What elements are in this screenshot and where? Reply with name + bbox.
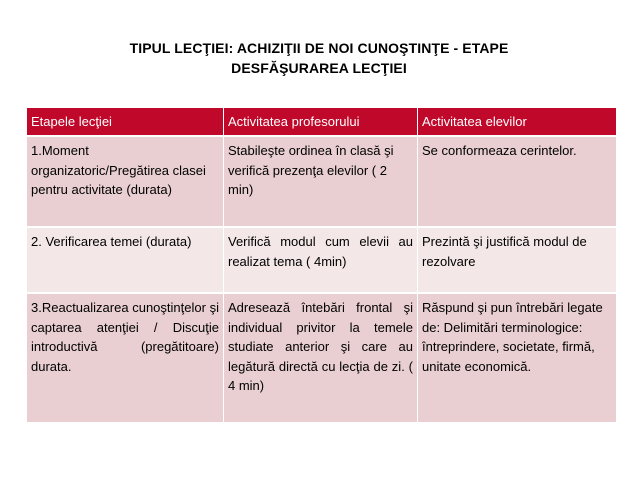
lesson-stages-table [26,107,617,424]
header-teacher-activity: Activitatea profesorului [224,108,418,137]
header-student-activity: Activitatea elevilor [418,108,617,137]
cell-students: Răspund şi pun întrebări legate de: Delimitări terminologice: întreprindere, societate, firmă, unitate economică. [418,293,617,423]
table-row [27,227,617,293]
cell-teacher: Stabileşte ordinea în clasă şi verifică prezenţa elevilor ( 2 min) [224,136,418,227]
page-title [0,38,638,78]
title-line-1: TIPUL LECŢIEI: ACHIZIŢII DE NOI CUNOŞTINŢE - ETAPE [129,40,509,56]
title-line-2: DESFĂŞURAREA LECŢIEI [231,60,407,76]
cell-stage: 2. Verificarea temei (durata) [27,227,224,293]
cell-stage: 1.Moment organizatoric/Pregătirea clasei pentru activitate (durata) [27,136,224,227]
cell-students: Prezintă şi justifică modul de rezolvare [418,227,617,293]
cell-teacher: Adresează întebări frontal şi individual privitor la temele studiate anterior şi care au legătură directă cu lecţia de zi. ( 4 min) [224,293,418,423]
header-stages: Etapele lecţiei [27,108,224,137]
table-row [27,293,617,423]
table-row [27,136,617,227]
cell-teacher: Verifică modul cum elevii au realizat tema ( 4min) [224,227,418,293]
cell-stage: 3.Reactualizarea cunoştinţelor şi captarea atenţiei / Discuţie introductivă (pregătitoare) durata. [27,293,224,423]
cell-students: Se conformeaza cerintelor. [418,136,617,227]
table-header-row [27,108,617,137]
